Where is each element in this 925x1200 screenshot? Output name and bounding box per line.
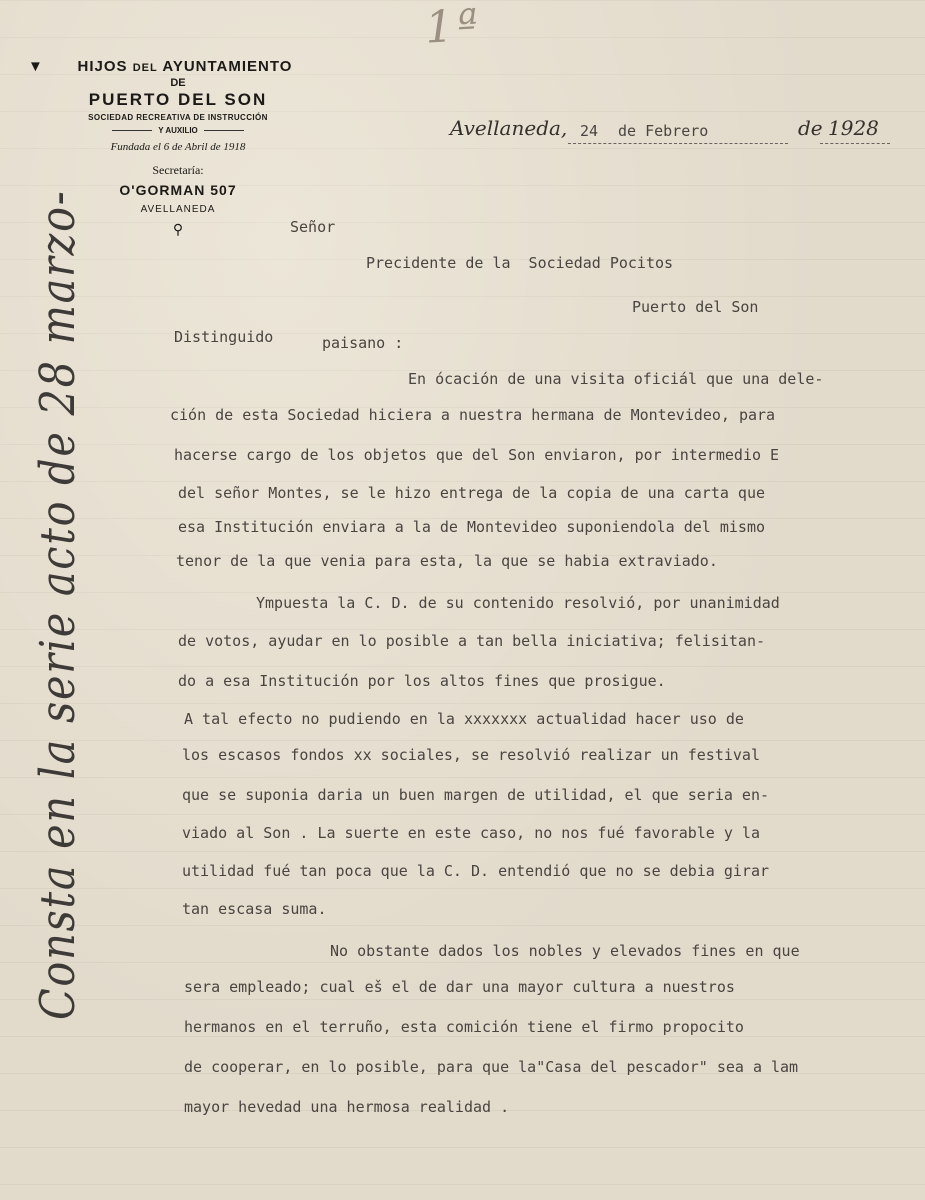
body-line: Ympuesta la C. D. de su contenido resolvió, por unanimidad	[256, 594, 780, 612]
date-city: Avellaneda,	[450, 116, 568, 140]
body-line: esa Institución enviara a la de Montevideo suponiendola del mismo	[178, 518, 765, 536]
greeting-word: Distinguido	[174, 328, 274, 346]
corner-page-mark: 1ª	[423, 0, 484, 54]
body-line: A tal efecto no pudiendo en la xxxxxxx actualidad hacer uso de	[184, 710, 744, 728]
emblem-icon: ⚲	[172, 221, 184, 237]
date-day: 24	[580, 122, 599, 140]
body-line: del señor Montes, se le hizo entrega de la copia de una carta que	[178, 484, 765, 502]
body-line: de cooperar, en lo posible, para que la"Casa del pescador" sea a lam	[184, 1058, 799, 1076]
letterhead-de: DE	[170, 77, 186, 89]
date-underline	[568, 143, 788, 144]
year-underline	[820, 143, 890, 144]
letterhead-line-hijos	[42, 58, 328, 75]
body-line: hermanos en el terruño, esta comición tiene el firmo propocito	[184, 1018, 744, 1036]
letterhead-hijos: HIJOS	[77, 58, 128, 75]
date-year: 1928	[828, 116, 879, 140]
body-line: ción de esta Sociedad hiciera a nuestra hermana de Montevideo, para	[170, 406, 776, 424]
handwritten-margin-note: Consta en la serie acto de 28 marzo-	[30, 189, 86, 1020]
letterhead-arrow-icon: ▼	[28, 58, 43, 75]
body-line: sera empleado; cual eš el de dar una mayor cultura a nuestros	[184, 978, 735, 996]
letterhead-puerto: PUERTO DEL SON	[88, 90, 268, 109]
letterhead-del: DEL	[132, 62, 158, 74]
body-line: utilidad fué tan poca que la C. D. entendió que no se debia girar	[182, 862, 769, 880]
letterhead-sociedad: SOCIEDAD RECREATIVA DE INSTRUCCIÓN	[88, 113, 268, 122]
letterhead-auxilio: Y AUXILIO	[158, 126, 198, 135]
body-line: tan escasa suma.	[182, 900, 327, 918]
addressee-line-1: Precidente de la Sociedad Pocitos	[366, 254, 674, 272]
divider	[112, 130, 152, 131]
letterhead-auxilio-row	[28, 126, 328, 135]
body-line: los escasos fondos xx sociales, se resolvió realizar un festival	[182, 746, 760, 764]
letterhead-city: AVELLANEDA	[140, 204, 216, 215]
body-line: hacerse cargo de los objetos que del Son enviaron, por intermedio E	[174, 446, 780, 464]
salutation-title: Señor	[290, 218, 336, 236]
body-line: mayor hevedad una hermosa realidad .	[184, 1098, 510, 1116]
divider	[204, 130, 244, 131]
letterhead-ayuntamiento: AYUNTAMIENTO	[162, 58, 293, 75]
body-line: de votos, ayudar en lo posible a tan bella iniciativa; felisitan-	[178, 632, 765, 650]
letterhead-founded: Fundada el 6 de Abril de 1918	[110, 141, 246, 153]
date-month: de Febrero	[618, 122, 709, 140]
body-line: En ócación de una visita oficiál que una dele-	[408, 370, 824, 388]
letterhead-secretaria: Secretaría:	[152, 163, 204, 177]
letterhead-address: O'GORMAN 507	[119, 182, 237, 198]
body-line: tenor de la que venia para esta, la que se habia extraviado.	[176, 552, 718, 570]
body-line: viado al Son . La suerte en este caso, no nos fué favorable y la	[182, 824, 760, 842]
body-line: do a esa Institución por los altos fines que prosigue.	[178, 672, 666, 690]
body-line: que se suponia daria un buen margen de utilidad, el que seria en-	[182, 786, 769, 804]
addressee-line-2: Puerto del Son	[632, 298, 759, 316]
body-line: No obstante dados los nobles y elevados fines en que	[330, 942, 800, 960]
greeting-rest: paisano :	[322, 334, 404, 352]
dateline	[450, 116, 910, 150]
date-de: de	[798, 116, 823, 140]
